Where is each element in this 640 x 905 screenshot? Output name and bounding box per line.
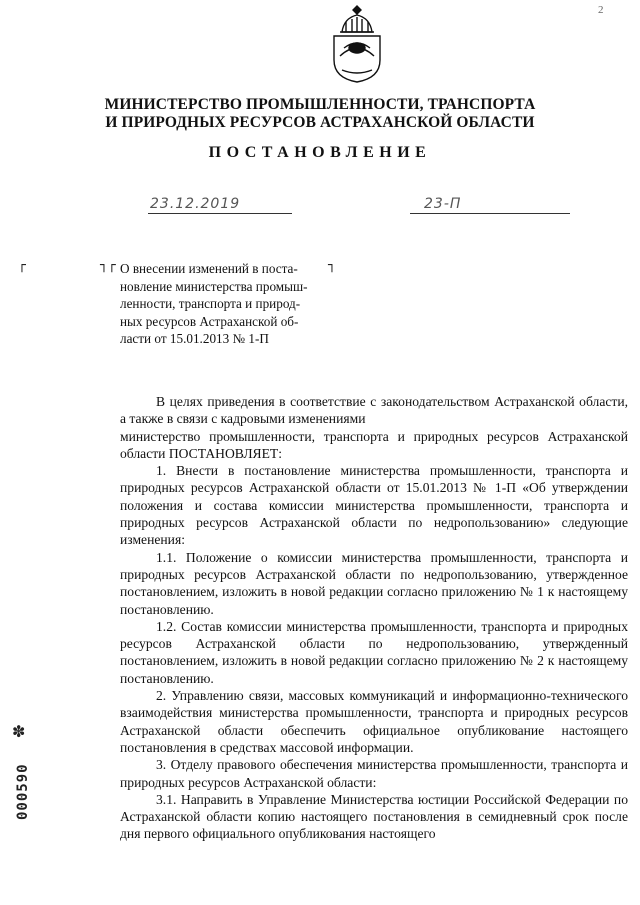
subject-line: ных ресурсов Астраханской об- bbox=[120, 313, 299, 329]
side-margin-mark: ✽ bbox=[12, 722, 26, 741]
coat-of-arms-emblem bbox=[328, 4, 386, 84]
subject-line: новление министерства промыш- bbox=[120, 278, 308, 294]
body-paragraph: 3.1. Направить в Управление Министерства юстиции Российской Федерации по Астраханской области копию настоящего постановления в семидневный срок после дня первого официального опубликования настоящего bbox=[120, 791, 628, 842]
document-type-title: ПОСТАНОВЛЕНИЕ bbox=[208, 144, 432, 161]
body-paragraph: 1. Внести в постановление министерства промышленности, транспорта и природных ресурсов Астраханской области от 15.01.2013 № 1-П «Об утверждении положения и состава комиссии министерства промышленности, транспорта и природных ресурсов Астраханской области по недропользованию» следующие изменения: bbox=[120, 463, 628, 548]
ministry-name bbox=[0, 96, 640, 132]
ministry-name-line2: И ПРИРОДНЫХ РЕСУРСОВ АСТРАХАНСКОЙ ОБЛАСТИ bbox=[105, 114, 535, 131]
document-body bbox=[120, 393, 628, 843]
corner-page-mark: 2 bbox=[598, 4, 604, 16]
ministry-name-line1: МИНИСТЕРСТВО ПРОМЫШЛЕННОСТИ, ТРАНСПОРТА bbox=[104, 96, 536, 113]
subject-line: ленности, транспорта и природ- bbox=[120, 296, 301, 311]
bracket-corner-top-right-end: ┐ bbox=[328, 258, 336, 273]
body-paragraph: 1.1. Положение о комиссии министерства промышленности, транспорта и природных ресурсов Астраханской области по недропользованию, утвержденное постановлением, изложить в новой редакции согласно приложению № 1 к настоящему постановлению. bbox=[120, 549, 628, 617]
subject-line: О внесении изменений в поста- bbox=[120, 261, 298, 276]
subject-block bbox=[120, 260, 338, 348]
body-paragraph: 3. Отделу правового обеспечения министерства промышленности, транспорта и природных ресурсов Астраханской области: bbox=[120, 757, 628, 790]
body-paragraph: 1.2. Состав комиссии министерства промышленности, транспорта и природных ресурсов Астраханской области по недропользованию, утвержденный постановлением, изложить в новой редакции согласно приложению № 2 к настоящему постановлению. bbox=[120, 618, 628, 686]
document-number: 23-П bbox=[410, 195, 570, 214]
body-paragraph: В целях приведения в соответствие с законодательством Астраханской области, а также в связи с кадровыми изменениями bbox=[120, 394, 628, 427]
body-paragraph: министерство промышленности, транспорта и природных ресурсов Астраханской области ПОСТАНОВЛЯЕТ: bbox=[120, 428, 628, 461]
bracket-corner-top-left: ┌ bbox=[18, 258, 26, 273]
bracket-corner-top-right: ┐┌ bbox=[100, 258, 116, 273]
subject-line: ласти от 15.01.2013 № 1-П bbox=[120, 331, 269, 346]
document-date: 23.12.2019 bbox=[148, 195, 292, 214]
body-paragraph: 2. Управлению связи, массовых коммуникаций и информационно-технического взаимодействия министерства промышленности, транспорта и природных ресурсов Астраханской области обеспечить официальное опубликование настоящего постановления в средствах массовой информации. bbox=[120, 688, 628, 755]
side-serial-code: 000590 bbox=[15, 763, 31, 820]
